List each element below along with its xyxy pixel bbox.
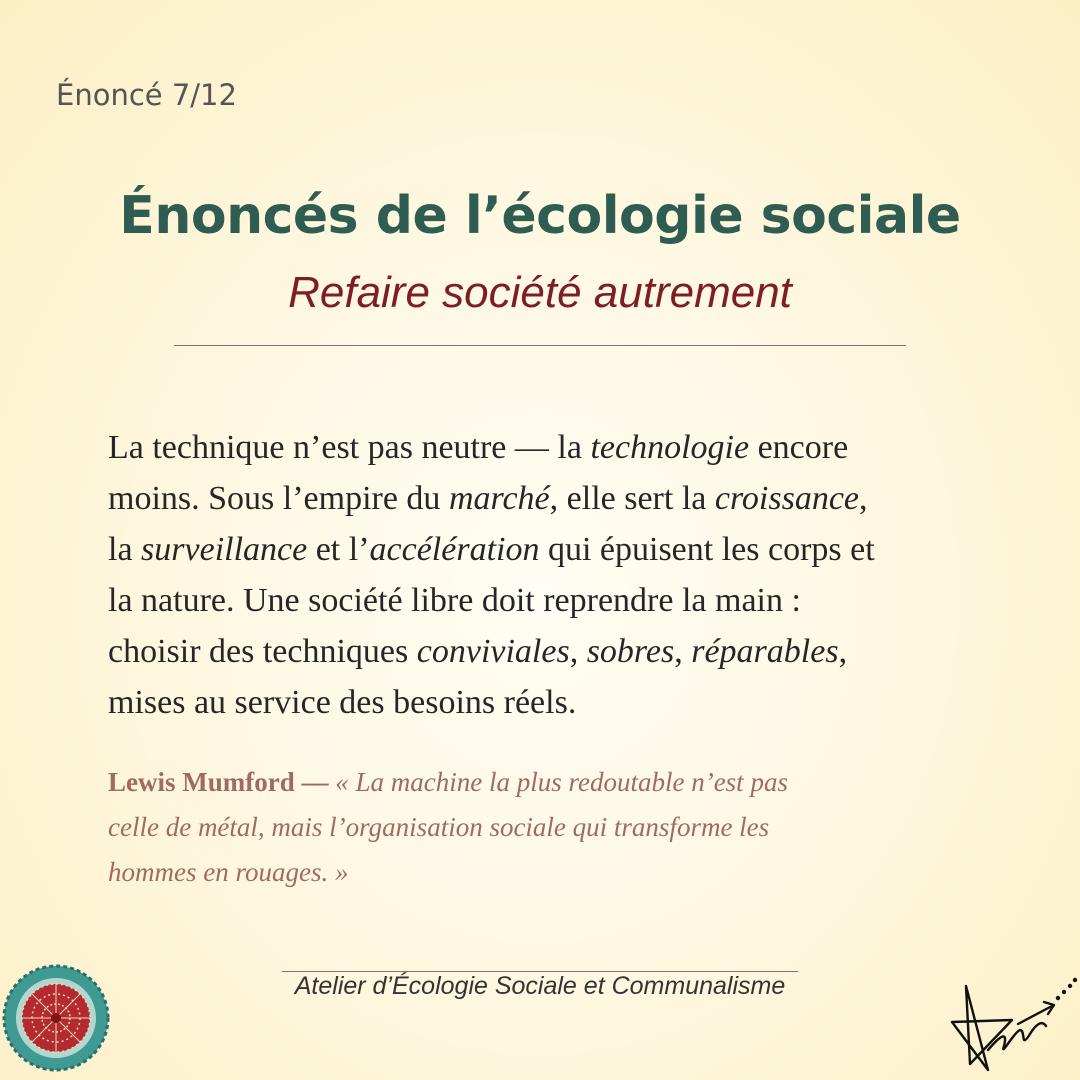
quote-block: [108, 760, 968, 895]
text-run: ,: [674, 633, 692, 670]
text-run: et l’: [307, 531, 370, 568]
quote-text: celle de métal, mais l’organisation sociale qui transforme les: [108, 812, 770, 842]
statement-line: la nature. Une société libre doit reprendre la main :: [108, 582, 801, 619]
text-run: moins. Sous l’empire du: [108, 480, 449, 517]
text-run: ,: [859, 480, 868, 517]
quote-author: Lewis Mumford —: [108, 767, 329, 797]
emphasis-conviviales: conviviales: [416, 633, 570, 670]
emphasis-croissance: croissance: [714, 480, 860, 517]
quote-text: « La machine la plus redoutable n’est pas: [328, 767, 788, 797]
emphasis-acceleration: accélération: [369, 531, 540, 568]
text-run: , elle sert la: [549, 480, 715, 517]
title-divider: [174, 345, 906, 346]
page-subtitle: Refaire société autrement: [288, 268, 792, 317]
text-run: ,: [569, 633, 587, 670]
emphasis-technologie: technologie: [590, 429, 750, 466]
quote-line: [108, 760, 968, 805]
text-run: la: [108, 531, 142, 568]
text-run: qui épuisent les corps et: [539, 531, 875, 568]
statement-line: [108, 626, 988, 677]
emphasis-sobres: sobres: [586, 633, 675, 670]
emphasis-reparables: réparables: [691, 633, 839, 670]
statement-text: [108, 422, 988, 728]
quote-text: hommes en rouages. »: [108, 857, 349, 887]
circular-mosaic-logo-icon: [2, 964, 110, 1072]
text-run: choisir des techniques: [108, 633, 417, 670]
statement-line: [108, 422, 988, 473]
statement-line: [108, 473, 988, 524]
footer-credit: Atelier d’Écologie Sociale et Communalisme: [294, 972, 786, 1000]
emphasis-surveillance: surveillance: [141, 531, 308, 568]
page-counter: Énoncé 7/12: [56, 78, 237, 112]
quote-line: [108, 850, 968, 895]
quote-line: [108, 805, 968, 850]
text-run: ,: [838, 633, 848, 670]
statement-line: mises au service des besoins réels.: [108, 684, 577, 721]
text-run: encore: [749, 429, 849, 466]
emphasis-marche: marché: [448, 480, 550, 517]
page-title: Énoncés de l’écologie sociale: [119, 186, 961, 246]
statement-line: [108, 524, 988, 575]
text-run: La technique n’est pas neutre — la: [108, 429, 591, 466]
hand-drawn-star-arrow-icon: [948, 960, 1078, 1078]
